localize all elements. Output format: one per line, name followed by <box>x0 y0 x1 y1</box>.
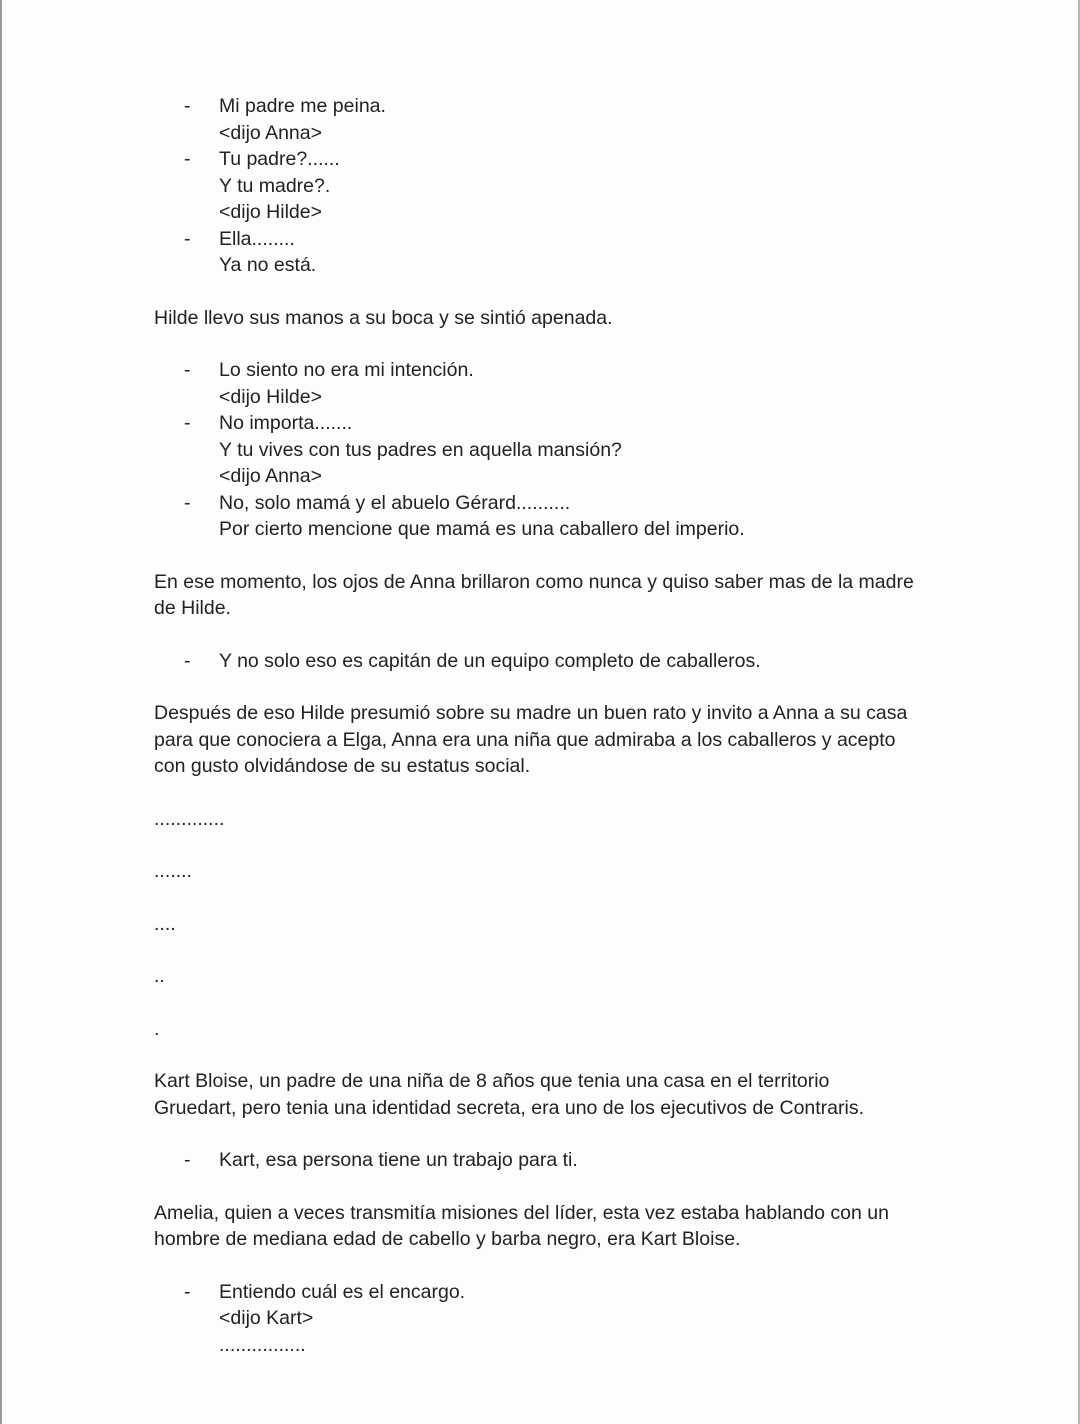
dialogue-line: <dijo Anna> <box>219 121 323 144</box>
paragraph-gap <box>154 279 944 305</box>
dialogue-line: Lo siento no era mi intención. <box>219 359 474 381</box>
dash-bullet: - <box>184 227 191 250</box>
dialogue-line: Mi padre me peina. <box>219 95 386 117</box>
paragraph-line: Amelia, quien a veces transmitía misiones del líder, esta vez estaba hablando con un <box>154 1201 889 1224</box>
dialogue-item <box>154 146 944 226</box>
paragraph-gap <box>154 990 944 1016</box>
dash-bullet: - <box>184 1280 191 1303</box>
dash-bullet: - <box>184 95 191 117</box>
dialogue-line: <dijo Hilde> <box>219 385 322 408</box>
paragraph-line: de Hilde. <box>154 597 231 619</box>
paragraph-gap <box>154 1174 944 1200</box>
paragraph-gap <box>154 937 944 963</box>
document-body <box>154 93 944 1358</box>
dialogue-item <box>154 226 944 279</box>
dash-bullet: - <box>184 412 191 434</box>
dialogue-line: Y no solo eso es capitán de un equipo completo de caballeros. <box>219 649 761 672</box>
dash-bullet: - <box>184 491 191 514</box>
dialogue-line: Tu padre?...... <box>219 148 340 170</box>
dialogue-line: Por cierto mencione que mamá es una caballero del imperio. <box>219 518 745 540</box>
dialogue-line: No importa....... <box>219 412 353 434</box>
dialogue-line: ................ <box>219 1333 306 1356</box>
dialogue-item <box>154 490 944 543</box>
paragraph-gap <box>154 1042 944 1068</box>
dialogue-line: Ya no está. <box>219 254 317 276</box>
dialogue-line: Y tu madre?. <box>219 174 331 197</box>
paragraph-gap <box>154 674 944 700</box>
dash-bullet: - <box>184 1149 191 1171</box>
paragraph-gap <box>154 885 944 911</box>
separator-text: ....... <box>154 860 192 882</box>
ellipsis-separator <box>154 963 944 990</box>
separator-text: .... <box>154 912 176 935</box>
dash-bullet: - <box>184 148 191 170</box>
ellipsis-separator <box>154 911 944 938</box>
page-left-edge <box>0 0 2 1424</box>
narrative-paragraph <box>154 1200 944 1253</box>
dash-bullet: - <box>184 359 191 381</box>
dialogue-block <box>154 357 944 543</box>
separator-text: .. <box>154 965 165 987</box>
paragraph-line: Gruedart, pero tenia una identidad secreta, era uno de los ejecutivos de Contraris. <box>154 1096 865 1119</box>
paragraph-line: Después de eso Hilde presumió sobre su madre un buen rato y invito a Anna a su casa <box>154 702 908 724</box>
dialogue-block <box>154 1279 944 1359</box>
dialogue-line: Kart, esa persona tiene un trabajo para ti. <box>219 1149 578 1171</box>
paragraph-line: Kart Bloise, un padre de una niña de 8 años que tenia una casa en el territorio <box>154 1070 830 1092</box>
dialogue-line: <dijo Anna> <box>219 465 323 487</box>
paragraph-gap <box>154 780 944 806</box>
dialogue-line: Y tu vives con tus padres en aquella mansión? <box>219 438 622 461</box>
narrative-paragraph <box>154 569 944 622</box>
paragraph-gap <box>154 1253 944 1279</box>
ellipsis-separator <box>154 1016 944 1043</box>
dialogue-line: Ella........ <box>219 227 295 250</box>
dialogue-block <box>154 648 944 675</box>
paragraph-line: En ese momento, los ojos de Anna brillaron como nunca y quiso saber mas de la madre <box>154 570 914 593</box>
separator-text: ............. <box>154 807 225 830</box>
dash-bullet: - <box>184 649 191 672</box>
paragraph-line: hombre de mediana edad de cabello y barba negro, era Kart Bloise. <box>154 1228 741 1250</box>
paragraph-gap <box>154 331 944 357</box>
dialogue-block <box>154 1147 944 1174</box>
paragraph-gap <box>154 543 944 569</box>
dialogue-item <box>154 410 944 490</box>
ellipsis-separator <box>154 806 944 833</box>
dialogue-line: <dijo Kart> <box>219 1307 314 1329</box>
paragraph-line: Hilde llevo sus manos a su boca y se sintió apenada. <box>154 306 613 329</box>
dialogue-item <box>154 1279 944 1359</box>
dialogue-item <box>154 357 944 410</box>
paragraph-line: con gusto olvidándose de su estatus social. <box>154 755 531 777</box>
paragraph-gap <box>154 832 944 858</box>
ellipsis-separator <box>154 858 944 885</box>
narrative-paragraph <box>154 700 944 780</box>
dialogue-item <box>154 93 944 146</box>
dialogue-line: No, solo mamá y el abuelo Gérard.......... <box>219 491 571 514</box>
dialogue-line: Entiendo cuál es el encargo. <box>219 1280 466 1303</box>
paragraph-gap <box>154 622 944 648</box>
dialogue-item <box>154 648 944 675</box>
paragraph-gap <box>154 1121 944 1147</box>
narrative-paragraph <box>154 305 944 332</box>
paragraph-line: para que conociera a Elga, Anna era una niña que admiraba a los caballeros y acepto <box>154 728 896 751</box>
dialogue-item <box>154 1147 944 1174</box>
narrative-paragraph <box>154 1068 944 1121</box>
separator-text: . <box>154 1017 160 1040</box>
dialogue-line: <dijo Hilde> <box>219 201 322 223</box>
dialogue-block <box>154 93 944 279</box>
